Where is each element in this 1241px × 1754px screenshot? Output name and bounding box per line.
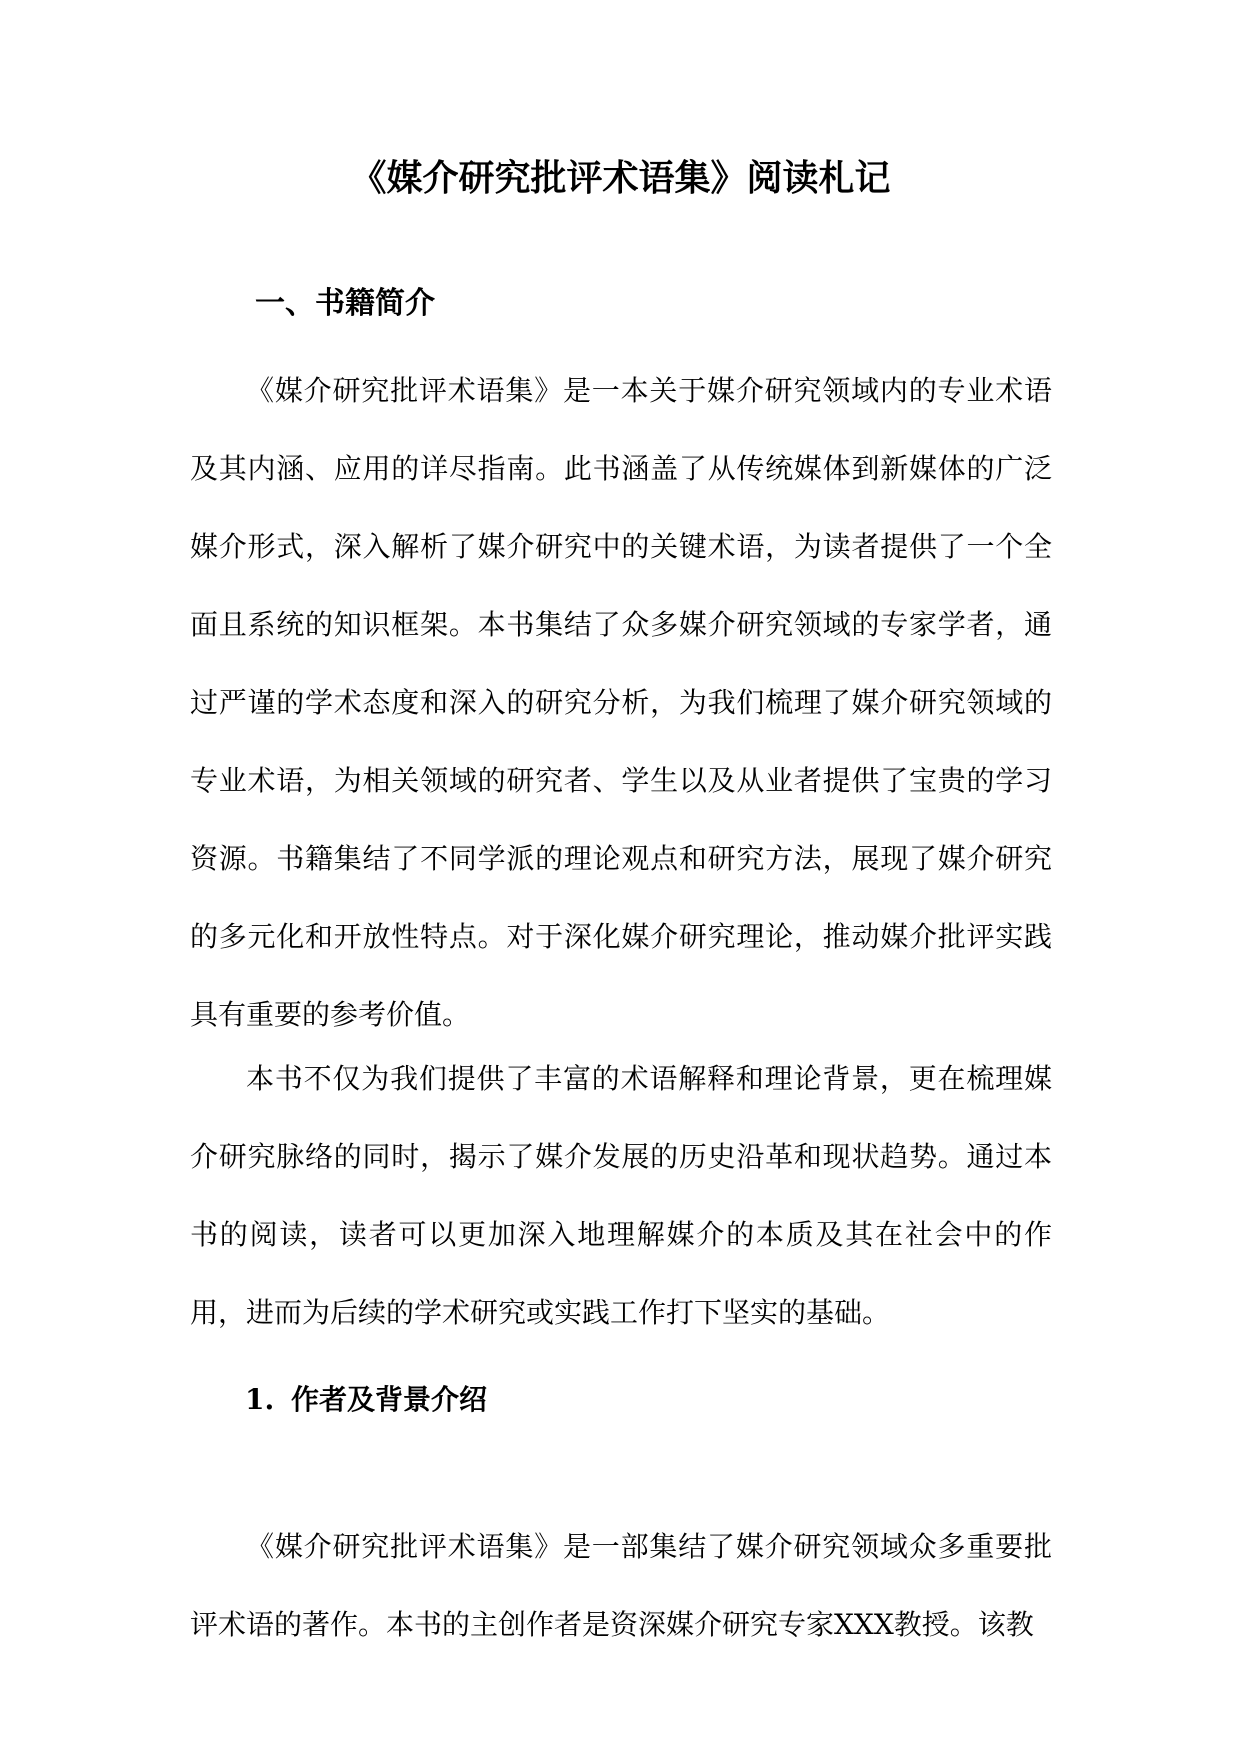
paragraph: 本书不仅为我们提供了丰富的术语解释和理论背景，更在梳理媒介研究脉络的同时，揭示了媒介发展的历史沿革和现状趋势。通过本书的阅读，读者可以更加深入地理解媒介的本质及其在社会中的作用，进而为后续的学术研究或实践工作打下坚实的基础。 bbox=[190, 1062, 1052, 1329]
page-title: 《媒介研究批评术语集》阅读札记 bbox=[350, 157, 891, 199]
subsection-heading-author-background bbox=[245, 1376, 487, 1424]
section-heading-book-intro: 一、书籍简介 bbox=[255, 286, 435, 321]
subsection-heading-text: 作者及背景介绍 bbox=[291, 1383, 488, 1416]
subsection-number: 1. bbox=[245, 1383, 275, 1416]
paragraph: 《媒介研究批评术语集》是一部集结了媒介研究领域众多重要批评术语的著作。本书的主创作者是资深媒介研究专家XXX教授。该教 bbox=[190, 1530, 1052, 1641]
paragraph: 《媒介研究批评术语集》是一本关于媒介研究领域内的专业术语及其内涵、应用的详尽指南。此书涵盖了从传统媒体到新媒体的广泛媒介形式，深入解析了媒介研究中的关键术语，为读者提供了一个全面且系统的知识框架。本书集结了众多媒介研究领域的专家学者，通过严谨的学术态度和深入的研究分析，为我们梳理了媒介研究领域的专业术语，为相关领域的研究者、学生以及从业者提供了宝贵的学习资源。书籍集结了不同学派的理论观点和研究方法，展现了媒介研究的多元化和开放性特点。对于深化媒介研究理论，推动媒介批评实践具有重要的参考价值。 bbox=[190, 374, 1052, 1031]
